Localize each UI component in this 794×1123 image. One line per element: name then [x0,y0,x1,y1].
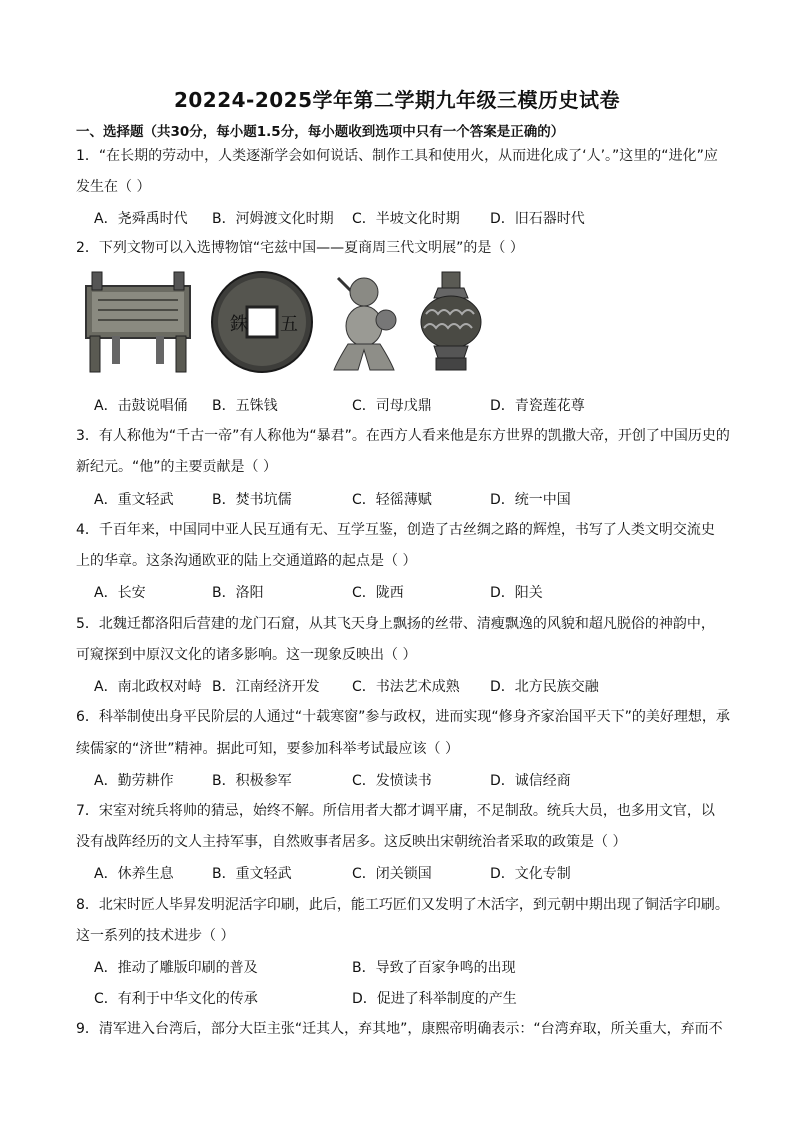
option-d: D．诚信经商 [490,773,571,789]
coin-text-left: 銖 [230,314,248,335]
option-a: A．击鼓说唱俑 [94,398,188,414]
question-8-options-row-2 [94,988,734,1008]
option-d: D．促进了科举制度的产生 [352,991,517,1007]
option-d: D．旧石器时代 [490,211,585,227]
option-d: D．青瓷莲花尊 [490,398,585,414]
question-1-line-2: 发生在（ ） [76,179,151,195]
option-b: B．江南经济开发 [212,679,320,695]
question-8-line-2: 这一系列的技术进步（ ） [76,928,235,944]
option-a: A．南北政权对峙 [94,679,202,695]
question-6-options [94,770,734,790]
question-7-options [94,863,734,883]
option-b: B．五铢钱 [212,398,278,414]
question-8-options-row-1 [94,957,734,977]
option-b: B．积极参军 [212,773,292,789]
coin-icon [210,270,314,374]
option-c: C．闭关锁国 [352,866,432,882]
question-2-options [94,395,734,415]
coin-text-right: 五 [280,314,298,335]
question-3-line-2: 新纪元。“他”的主要贡献是（ ） [76,459,277,475]
option-a: A．长安 [94,585,146,601]
option-b: B．洛阳 [212,585,264,601]
question-3-options [94,489,734,509]
artifact-images [82,270,502,380]
question-4-line-1: 4．千百年来，中国同中亚人民互通有无、互学互鉴，创造了古丝绸之路的辉煌，书写了人类文明交流史 [76,522,715,538]
question-3-line-1: 3．有人称他为“千古一帝”有人称他为“暴君”。在西方人看来他是东方世界的凯撒大帝，开创了中国历史的 [76,428,730,444]
option-a: A．休养生息 [94,866,174,882]
bronze-ding-icon [82,270,194,374]
option-a: A．推动了雕版印刷的普及 [94,960,258,976]
option-a: A．尧舜禹时代 [94,211,188,227]
drummer-figurine-icon [324,270,402,374]
option-b: B．河姆渡文化时期 [212,211,334,227]
option-c: C．陇西 [352,585,404,601]
lotus-vase-icon [416,270,486,374]
option-c: C．半坡文化时期 [352,211,460,227]
option-c: C．司母戊鼎 [352,398,432,414]
question-5-options [94,676,734,696]
question-8-line-1: 8．北宋时匠人毕昇发明泥活字印刷，此后，能工巧匠们又发明了木活字，到元朝中期出现了铜活字印刷。 [76,897,729,913]
page-title: 20224-2025学年第二学期九年级三模历史试卷 [173,88,621,112]
option-c: C．有利于中华文化的传承 [94,991,258,1007]
option-b: B．焚书坑儒 [212,492,292,508]
question-5-line-2: 可窥探到中原汉文化的诸多影响。这一现象反映出（ ） [76,647,417,663]
question-7-line-2: 没有战阵经历的文人主持军事，自然败事者居多。这反映出宋朝统治者采取的政策是（ ） [76,834,627,850]
question-4-options [94,582,734,602]
question-7-line-1: 7．宋室对统兵将帅的猜忌，始终不解。所信用者大都才调平庸，不足制敌。统兵大员，也多用文官，以 [76,803,715,819]
option-c: C．发愤读书 [352,773,432,789]
question-4-line-2: 上的华章。这条沟通欧亚的陆上交通道路的起点是（ ） [76,553,417,569]
option-b: B．重文轻武 [212,866,292,882]
option-b: B．导致了百家争鸣的出现 [352,960,516,976]
option-c: C．书法艺术成熟 [352,679,460,695]
question-5-line-1: 5．北魏迁都洛阳后营建的龙门石窟，从其飞天身上飘扬的丝带、清瘦飘逸的风貌和超凡脱俗的神韵中， [76,616,715,632]
question-6-line-1: 6．科举制使出身平民阶层的人通过“十载寒窗”参与政权，进而实现“修身齐家治国平天下”的美好理想，承 [76,709,730,725]
option-c: C．轻徭薄赋 [352,492,432,508]
option-d: D．北方民族交融 [490,679,599,695]
question-1-options [94,208,734,228]
question-1-line-1: 1．“在长期的劳动中，人类逐渐学会如何说话、制作工具和使用火，从而进化成了‘人’。”这里的“进化”应 [76,148,718,164]
option-d: D．统一中国 [490,492,571,508]
option-d: D．文化专制 [490,866,571,882]
option-a: A．勤劳耕作 [94,773,174,789]
option-a: A．重文轻武 [94,492,174,508]
question-2-line-1: 2．下列文物可以入选博物馆“宅兹中国——夏商周三代文明展”的是（ ） [76,240,524,256]
question-9-line-1: 9．清军进入台湾后，部分大臣主张“迁其人，弃其地”，康熙帝明确表示：“台湾弃取，所关重大，弃而不 [76,1021,723,1037]
option-d: D．阳关 [490,585,543,601]
question-6-line-2: 续儒家的“济世”精神。据此可知，要参加科举考试最应该（ ） [76,741,459,757]
section-header: 一、选择题（共30分，每小题1.5分，每小题收到选项中只有一个答案是正确的） [76,124,565,140]
